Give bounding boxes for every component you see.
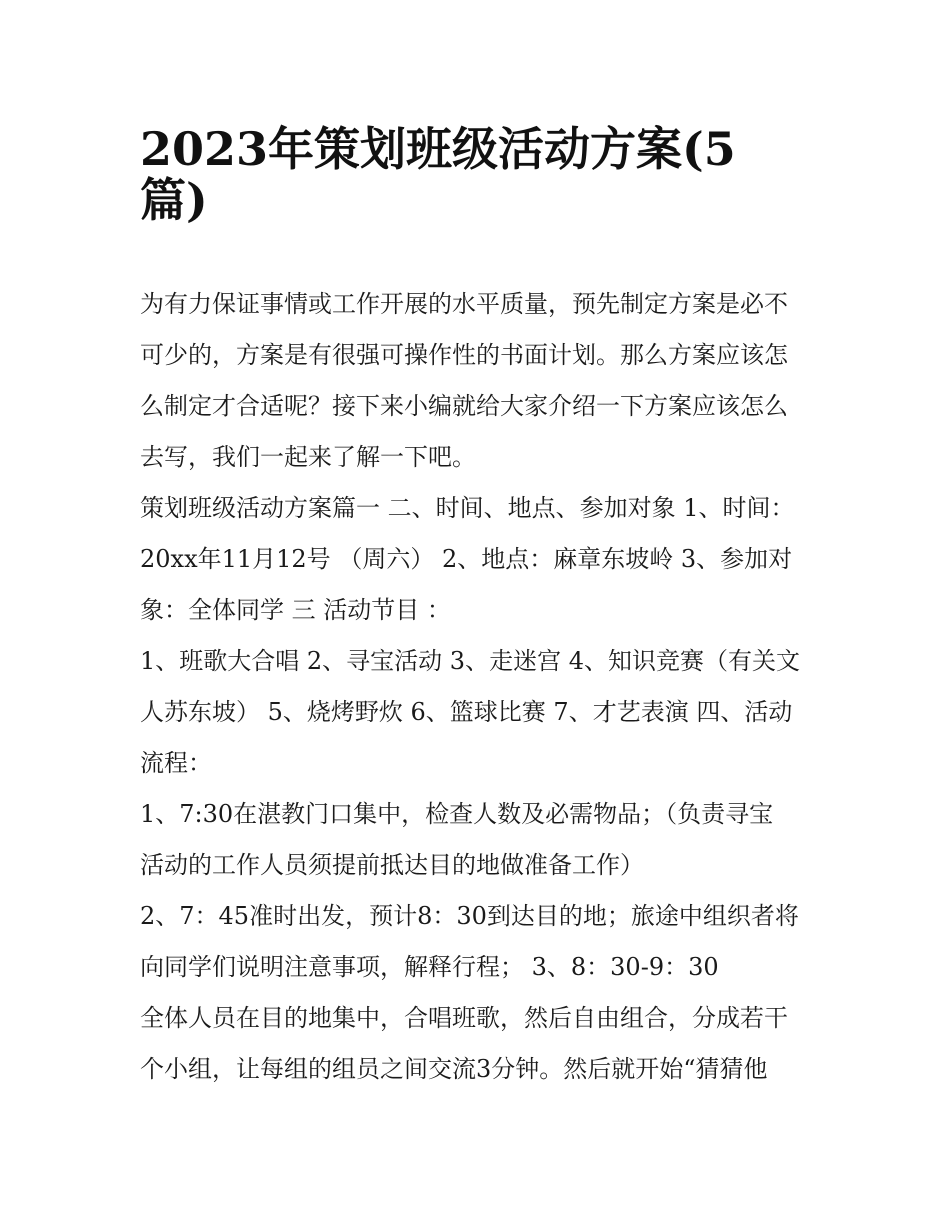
- text-line: 全体人员在目的地集中，合唱班歌，然后自由组合，分成若干: [140, 1004, 788, 1032]
- document-body: [140, 279, 816, 1095]
- text-line: 象：全体同学 三 活动节目 ：: [140, 596, 451, 624]
- title-line: 篇): [140, 173, 208, 227]
- text-line: 为有力保证事情或工作开展的水平质量，预先制定方案是必不: [140, 290, 788, 318]
- text-line: 么制定才合适呢？接下来小编就给大家介绍一下方案应该怎么: [140, 392, 788, 420]
- document-title: [140, 116, 820, 227]
- text-line: 2、7：45准时出发，预计8：30到达目的地；旅途中组织者将: [140, 902, 799, 930]
- text-line: 向同学们说明注意事项，解释行程； 3、8：30-9：30: [140, 953, 719, 981]
- text-line: 1、7:30在湛教门口集中，检查人数及必需物品；（负责寻宝: [140, 800, 774, 828]
- paragraph-intro: [140, 279, 816, 483]
- text-line: 去写，我们一起来了解一下吧。: [140, 443, 476, 471]
- title-line: 2023年策划班级活动方案(5: [140, 122, 736, 176]
- text-line: 个小组，让每组的组员之间交流3分钟。然后就开始“猜猜他: [140, 1055, 768, 1083]
- text-line: 流程：: [140, 749, 212, 777]
- text-line: 活动的工作人员须提前抵达目的地做准备工作）: [140, 851, 644, 879]
- text-line: 策划班级活动方案篇一 二、时间、地点、参加对象 1、时间：: [140, 494, 795, 522]
- text-line: 人苏东坡） 5、烧烤野炊 6、篮球比赛 7、才艺表演 四、活动: [140, 698, 793, 726]
- paragraph-time-place: [140, 483, 816, 636]
- text-line: 20xx年11月12号 （周六） 2、地点：麻章东坡岭 3、参加对: [140, 545, 793, 573]
- paragraph-step-3: [140, 993, 816, 1095]
- paragraph-step-2: [140, 891, 816, 993]
- paragraph-step-1: [140, 789, 816, 891]
- paragraph-program-list: [140, 636, 816, 789]
- text-line: 1、班歌大合唱 2、寻宝活动 3、走迷宫 4、知识竞赛（有关文: [140, 647, 800, 675]
- text-line: 可少的，方案是有很强可操作性的书面计划。那么方案应该怎: [140, 341, 788, 369]
